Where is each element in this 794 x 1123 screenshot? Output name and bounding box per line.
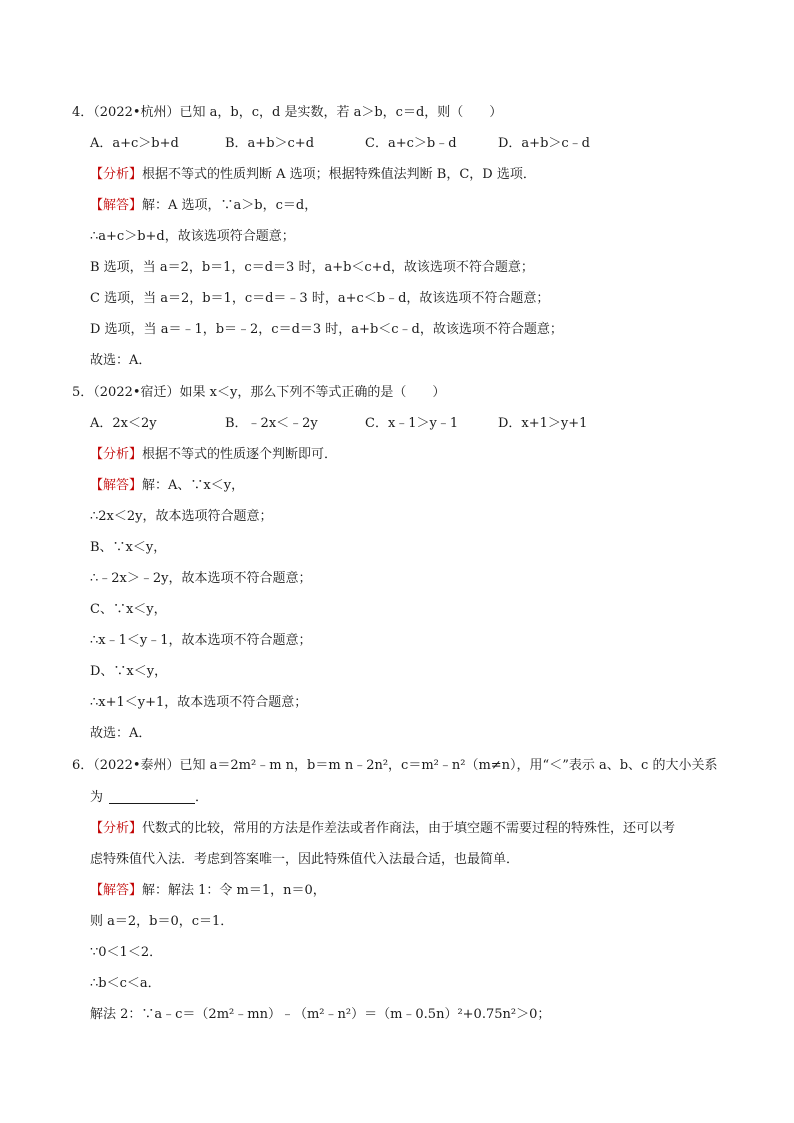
q4-answer-3: B 选项，当 a＝2，b＝1，c＝d＝3 时，a+b＜c+d，故该选项不符合题意； — [90, 260, 534, 275]
q6-answer-3: ∵0＜1＜2． — [90, 945, 163, 960]
q5-answer-1 — [90, 477, 244, 495]
q6-answer-1 — [90, 882, 326, 900]
q4-option-d: D．a+b＞c﹣d — [498, 136, 590, 151]
q4-analysis — [90, 166, 536, 184]
q5-answer-6: ∴x﹣1＜y﹣1，故本选项不符合题意； — [90, 633, 312, 648]
answer-text: 解：A 选项，∵a＞b，c＝d， — [142, 198, 318, 213]
q4-stem: 4．（2022•杭州）已知 a，b，c，d 是实数，若 a＞b，c＝d，则（ ） — [72, 105, 503, 120]
q6-analysis-2: 虑特殊值代入法．考虑到答案唯一，因此特殊值代入法最合适，也最简单． — [90, 852, 520, 867]
q6-stem-end: ． — [195, 790, 209, 805]
analysis-text: 根据不等式的性质判断 A 选项；根据特殊值法判断 B，C，D 选项． — [142, 167, 536, 182]
q4-answer-4: C 选项，当 a＝2，b＝1，c＝d＝﹣3 时，a+c＜b﹣d，故该选项不符合题意； — [90, 291, 550, 306]
q5-option-d: D．x+1＞y+1 — [498, 416, 588, 431]
q6-answer-2: 则 a＝2，b＝0，c＝1． — [90, 914, 234, 929]
analysis-tag: 【分析】 — [90, 447, 143, 462]
q4-answer-1 — [90, 197, 317, 215]
q4-option-c: C．a+c＞b﹣d — [365, 136, 457, 151]
q4-option-a: A．a+c＞b+d — [90, 136, 179, 151]
q4-answer-6: 故选：A． — [90, 353, 152, 368]
answer-blank[interactable] — [109, 789, 195, 804]
q5-answer-5: C、∵x＜y， — [90, 602, 167, 617]
q6-stem-cont: 为 — [90, 790, 104, 805]
q6-answer-5: 解法 2：∵a﹣c＝（2m²﹣mn）﹣（m²﹣n²）＝（m﹣0.5n）²+0.75n²＞0； — [90, 1007, 551, 1022]
analysis-tag: 【分析】 — [90, 821, 143, 836]
q5-answer-4: ∴﹣2x＞﹣2y，故本选项不符合题意； — [90, 571, 312, 586]
q5-answer-2: ∴2x＜2y，故本选项符合题意； — [90, 509, 273, 524]
q5-answer-7: D、∵x＜y， — [90, 664, 168, 679]
answer-tag: 【解答】 — [90, 198, 143, 213]
q5-option-b: B．﹣2x＜﹣2y — [225, 416, 318, 431]
q5-answer-8: ∴x+1＜y+1，故本选项不符合题意； — [90, 695, 308, 710]
q4-option-b: B．a+b＞c+d — [225, 136, 315, 151]
q6-analysis-1 — [90, 820, 675, 838]
q4-answer-5: D 选项，当 a＝﹣1，b＝﹣2，c＝d＝3 时，a+b＜c﹣d，故该选项不符合题意； — [90, 322, 563, 337]
answer-tag: 【解答】 — [90, 883, 143, 898]
answer-text: 解：解法 1：令 m＝1，n＝0， — [142, 883, 326, 898]
q6-stem-blank-line — [90, 789, 208, 807]
answer-text: 解：A、∵x＜y， — [142, 478, 245, 493]
q5-stem: 5．（2022•宿迁）如果 x＜y，那么下列不等式正确的是（ ） — [72, 385, 446, 400]
answer-tag: 【解答】 — [90, 478, 143, 493]
q5-option-a: A．2x＜2y — [90, 416, 157, 431]
q5-analysis — [90, 446, 337, 464]
q4-answer-2: ∴a+c＞b+d，故该选项符合题意； — [90, 229, 295, 244]
q5-answer-3: B、∵x＜y， — [90, 540, 167, 555]
q5-answer-9: 故选：A． — [90, 726, 152, 741]
q6-answer-4: ∴b＜c＜a． — [90, 976, 161, 991]
analysis-tag: 【分析】 — [90, 167, 143, 182]
analysis-text: 代数式的比较，常用的方法是作差法或者作商法，由于填空题不需要过程的特殊性，还可以考 — [142, 821, 676, 836]
q5-option-c: C．x﹣1＞y﹣1 — [365, 416, 459, 431]
analysis-text: 根据不等式的性质逐个判断即可． — [142, 447, 338, 462]
q6-stem: 6．（2022•泰州）已知 a＝2m²﹣m n，b＝m n﹣2n²，c＝m²﹣n²（m≠n），用“＜”表示 a、b、c 的大小关系 — [72, 758, 718, 773]
